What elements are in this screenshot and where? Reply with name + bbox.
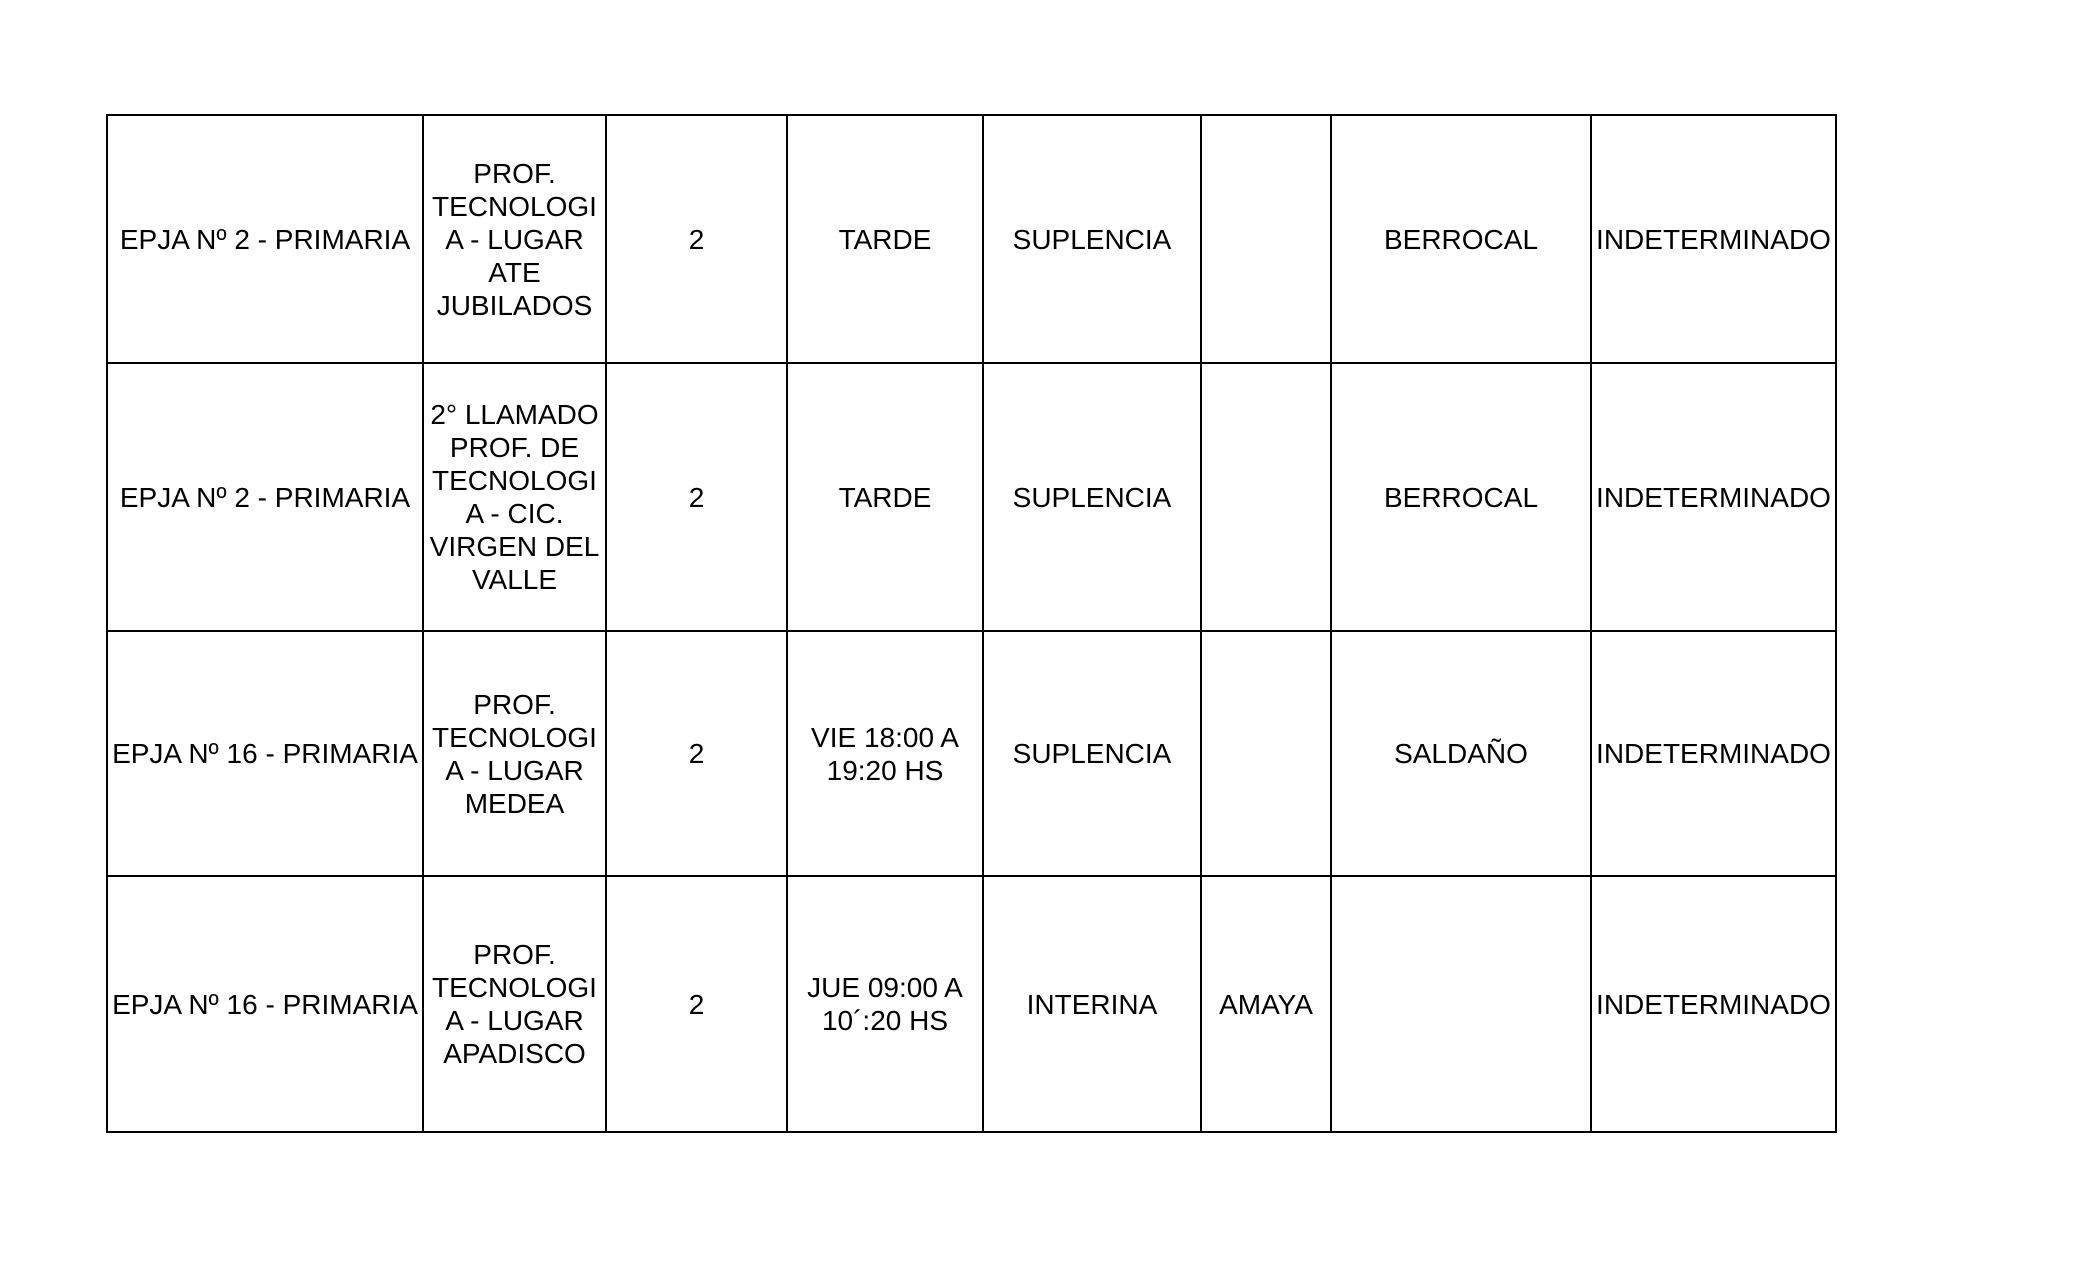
- replaced-cell: [1331, 876, 1591, 1132]
- table-row: [107, 363, 1836, 631]
- schedule-cell: TARDE: [787, 115, 983, 363]
- table-row: [107, 876, 1836, 1132]
- hours-cell: 2: [606, 876, 787, 1132]
- table-row: [107, 115, 1836, 363]
- school-cell: EPJA Nº 2 - PRIMARIA: [107, 363, 423, 631]
- schedule-cell: JUE 09:00 A 10´:20 HS: [787, 876, 983, 1132]
- hours-cell: 2: [606, 115, 787, 363]
- situation-cell: SUPLENCIA: [983, 631, 1201, 876]
- hours-cell: 2: [606, 631, 787, 876]
- school-cell: EPJA Nº 2 - PRIMARIA: [107, 115, 423, 363]
- situation-cell: SUPLENCIA: [983, 363, 1201, 631]
- table-row: [107, 631, 1836, 876]
- holder-cell: [1201, 115, 1331, 363]
- holder-cell: [1201, 363, 1331, 631]
- position-cell: 2° LLAMADO PROF. DE TECNOLOGI A - CIC. VIRGEN DEL VALLE: [423, 363, 606, 631]
- situation-cell: SUPLENCIA: [983, 115, 1201, 363]
- school-cell: EPJA Nº 16 - PRIMARIA: [107, 876, 423, 1132]
- schedule-cell: TARDE: [787, 363, 983, 631]
- position-cell: PROF. TECNOLOGI A - LUGAR ATE JUBILADOS: [423, 115, 606, 363]
- schedule-cell: VIE 18:00 A 19:20 HS: [787, 631, 983, 876]
- replaced-cell: SALDAÑO: [1331, 631, 1591, 876]
- term-cell: INDETERMINADO: [1591, 876, 1836, 1132]
- term-cell: INDETERMINADO: [1591, 115, 1836, 363]
- situation-cell: INTERINA: [983, 876, 1201, 1132]
- replaced-cell: BERROCAL: [1331, 115, 1591, 363]
- position-cell: PROF. TECNOLOGI A - LUGAR MEDEA: [423, 631, 606, 876]
- term-cell: INDETERMINADO: [1591, 631, 1836, 876]
- holder-cell: AMAYA: [1201, 876, 1331, 1132]
- hours-cell: 2: [606, 363, 787, 631]
- holder-cell: [1201, 631, 1331, 876]
- vacancy-table: [106, 114, 1837, 1133]
- position-cell: PROF. TECNOLOGI A - LUGAR APADISCO: [423, 876, 606, 1132]
- school-cell: EPJA Nº 16 - PRIMARIA: [107, 631, 423, 876]
- replaced-cell: BERROCAL: [1331, 363, 1591, 631]
- term-cell: INDETERMINADO: [1591, 363, 1836, 631]
